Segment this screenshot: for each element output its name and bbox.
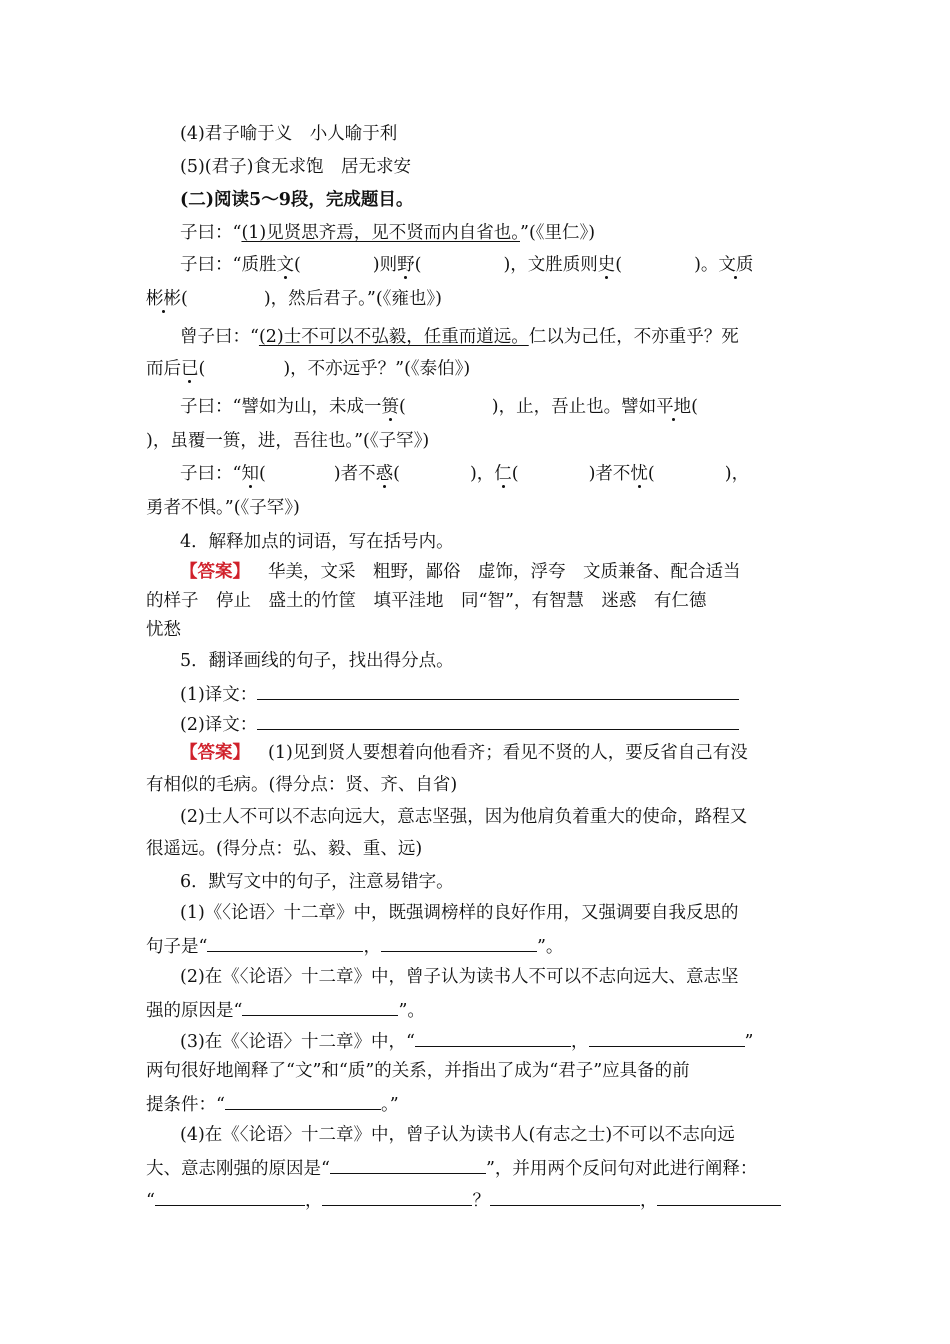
dotted-word: 知 [241, 464, 259, 484]
question-6-1 [146, 933, 810, 959]
underlined-sentence: (1)见贤思齐焉，见不贤而内自省也。 [241, 223, 520, 243]
text: ”(《里仁》) [520, 223, 596, 243]
question-6-4 [146, 1155, 810, 1181]
text: ？ [472, 1191, 490, 1211]
answer-blank[interactable] [257, 711, 739, 730]
answer-label: 【答案】 [180, 743, 250, 763]
answer-4-line [180, 560, 810, 584]
text: ( [181, 289, 188, 309]
dotted-word: 平地 [656, 397, 692, 417]
answer-blank[interactable] [589, 1028, 745, 1047]
passage-line [180, 221, 810, 245]
text: ” [744, 1032, 754, 1052]
text: (1)见到贤人要想着向他看齐；看见不贤的人，要反省自己有没 [268, 743, 748, 763]
text: 大、意志刚强的原因是“ [146, 1159, 330, 1179]
answer-label: 【答案】 [180, 562, 250, 582]
text: ， [571, 1032, 589, 1052]
text: (3)在《〈论语〉十二章》中，“ [180, 1032, 415, 1052]
text: )，文胜质则 [503, 255, 598, 275]
text: 曾子曰：“ [180, 327, 259, 347]
text: (1)译文： [180, 685, 258, 705]
text: )，止，吾止也。譬如 [491, 397, 657, 417]
question-6-3: 两句很好地阐释了“文”和“质”的关系，并指出了成为“君子”应具备的前 [146, 1061, 690, 1081]
text: )， [469, 464, 495, 484]
text: )， [724, 464, 750, 484]
text: ( [398, 397, 406, 417]
text: ( [647, 464, 655, 484]
text: ”，并用两个反问句对此进行阐释： [485, 1159, 758, 1179]
answer-blank[interactable] [207, 933, 363, 952]
answer-blank[interactable] [657, 1187, 781, 1206]
text: )。 [694, 255, 719, 275]
text: 提条件：“ [146, 1095, 225, 1115]
text-line: (5)(君子)食无求饱 居无求安 [180, 157, 411, 177]
text: ( [414, 255, 422, 275]
passage-line [146, 429, 810, 453]
text: )则 [372, 255, 398, 275]
dotted-word: 惑 [375, 464, 394, 484]
passage-line [180, 395, 810, 419]
text: 华美，文采 粗野，鄙俗 虚饰，浮夸 文质兼备、配合适当 [268, 562, 741, 582]
text: 。” [380, 1095, 399, 1115]
question-6-4: (4)在《〈论语〉十二章》中，曾子认为读书人(有志之士)不可以不志向远 [180, 1125, 735, 1145]
answer-blank[interactable] [257, 681, 739, 700]
answer-blank[interactable] [225, 1091, 381, 1110]
text: ”。 [536, 937, 564, 957]
text: )，然后君子。”(《雍也》) [263, 289, 443, 309]
answer-5-line: 很遥远。(得分点：弘、毅、重、远) [146, 839, 423, 859]
text: 子曰：“质胜 [180, 255, 277, 275]
translation-field-2 [180, 711, 810, 737]
text: ， [304, 1191, 323, 1211]
text: ， [639, 1191, 658, 1211]
passage-line [146, 357, 810, 381]
text: ， [363, 937, 381, 957]
question-6-3 [180, 1028, 810, 1054]
dotted-word: 忧 [630, 464, 648, 484]
text: ( [615, 255, 623, 275]
passage-line [146, 287, 810, 311]
question-6-2: (2)在《〈论语〉十二章》中，曾子认为读书人不可以不志向远大、意志坚 [180, 967, 739, 987]
dotted-word: 彬彬 [146, 289, 181, 309]
answer-4-line: 的样子 停止 盛土的竹筐 填平洼地 同“智”，有智慧 迷惑 有仁德 [146, 591, 707, 611]
text: )者不 [333, 464, 376, 484]
answer-blank[interactable] [242, 997, 398, 1016]
question-5: 5．翻译画线的句子，找出得分点。 [180, 651, 454, 671]
text: (2)译文： [180, 715, 258, 735]
text: ( [691, 397, 698, 417]
dotted-word: 已 [181, 359, 199, 379]
text: 而后 [146, 359, 181, 379]
section-heading: (二)阅读5～9段，完成题目。 [180, 190, 414, 210]
question-4: 4．解释加点的词语，写在括号内。 [180, 532, 454, 552]
question-6: 6．默写文中的句子，注意易错字。 [180, 872, 454, 892]
answer-4-line: 忧愁 [146, 620, 181, 640]
question-6-2 [146, 997, 810, 1023]
passage-line [180, 462, 810, 486]
text: )者不 [588, 464, 631, 484]
text: ( [393, 464, 400, 484]
answer-5-line [180, 741, 810, 765]
text: “ [146, 1191, 155, 1211]
passage-line [180, 325, 810, 349]
answer-5-line: (2)士人不可以不志向远大，意志坚强，因为他肩负着重大的使命，路程又 [180, 807, 748, 827]
text: ( [198, 359, 206, 379]
text: ( [258, 464, 266, 484]
question-6-1: (1)《〈论语〉十二章》中，既强调榜样的良好作用，又强调要自我反思的 [180, 903, 739, 923]
answer-blank[interactable] [322, 1187, 472, 1206]
text-line: (4)君子喻于义 小人喻于利 [180, 124, 398, 144]
text: ”。 [398, 1001, 425, 1021]
answer-blank[interactable] [415, 1028, 571, 1047]
text: 句子是“ [146, 937, 208, 957]
question-6-3 [146, 1091, 810, 1117]
dotted-word: 文 [276, 255, 294, 275]
translation-field-1 [180, 681, 810, 707]
dotted-word: 文质 [718, 255, 754, 275]
text: 仁以为己任，不亦重乎？死 [528, 327, 739, 347]
text: )，虽覆一篑，进，吾往也。”(《子罕》) [146, 431, 430, 451]
dotted-word: 篑 [381, 397, 399, 417]
text: 子曰：“譬如为山，未成一 [180, 397, 382, 417]
text: ( [293, 255, 301, 275]
answer-blank[interactable] [490, 1187, 640, 1206]
answer-blank[interactable] [155, 1187, 305, 1206]
dotted-word: 仁 [494, 464, 512, 484]
question-6-4 [146, 1187, 810, 1213]
text: )，不亦远乎？”(《泰伯》) [283, 359, 471, 379]
text: 子曰：“ [180, 464, 242, 484]
underlined-sentence: (2)士不可以不弘毅，任重而道远。 [258, 327, 529, 347]
dotted-word: 史 [597, 255, 616, 275]
answer-5-line: 有相似的毛病。(得分点：贤、齐、自省) [146, 775, 458, 795]
text: 子曰：“ [180, 223, 242, 243]
answer-blank[interactable] [330, 1155, 486, 1174]
answer-blank[interactable] [381, 933, 537, 952]
text: ( [511, 464, 519, 484]
text: 强的原因是“ [146, 1001, 243, 1021]
passage-line: 勇者不惧。”(《子罕》) [146, 498, 300, 518]
passage-line [180, 253, 810, 277]
dotted-word: 野 [397, 255, 415, 275]
